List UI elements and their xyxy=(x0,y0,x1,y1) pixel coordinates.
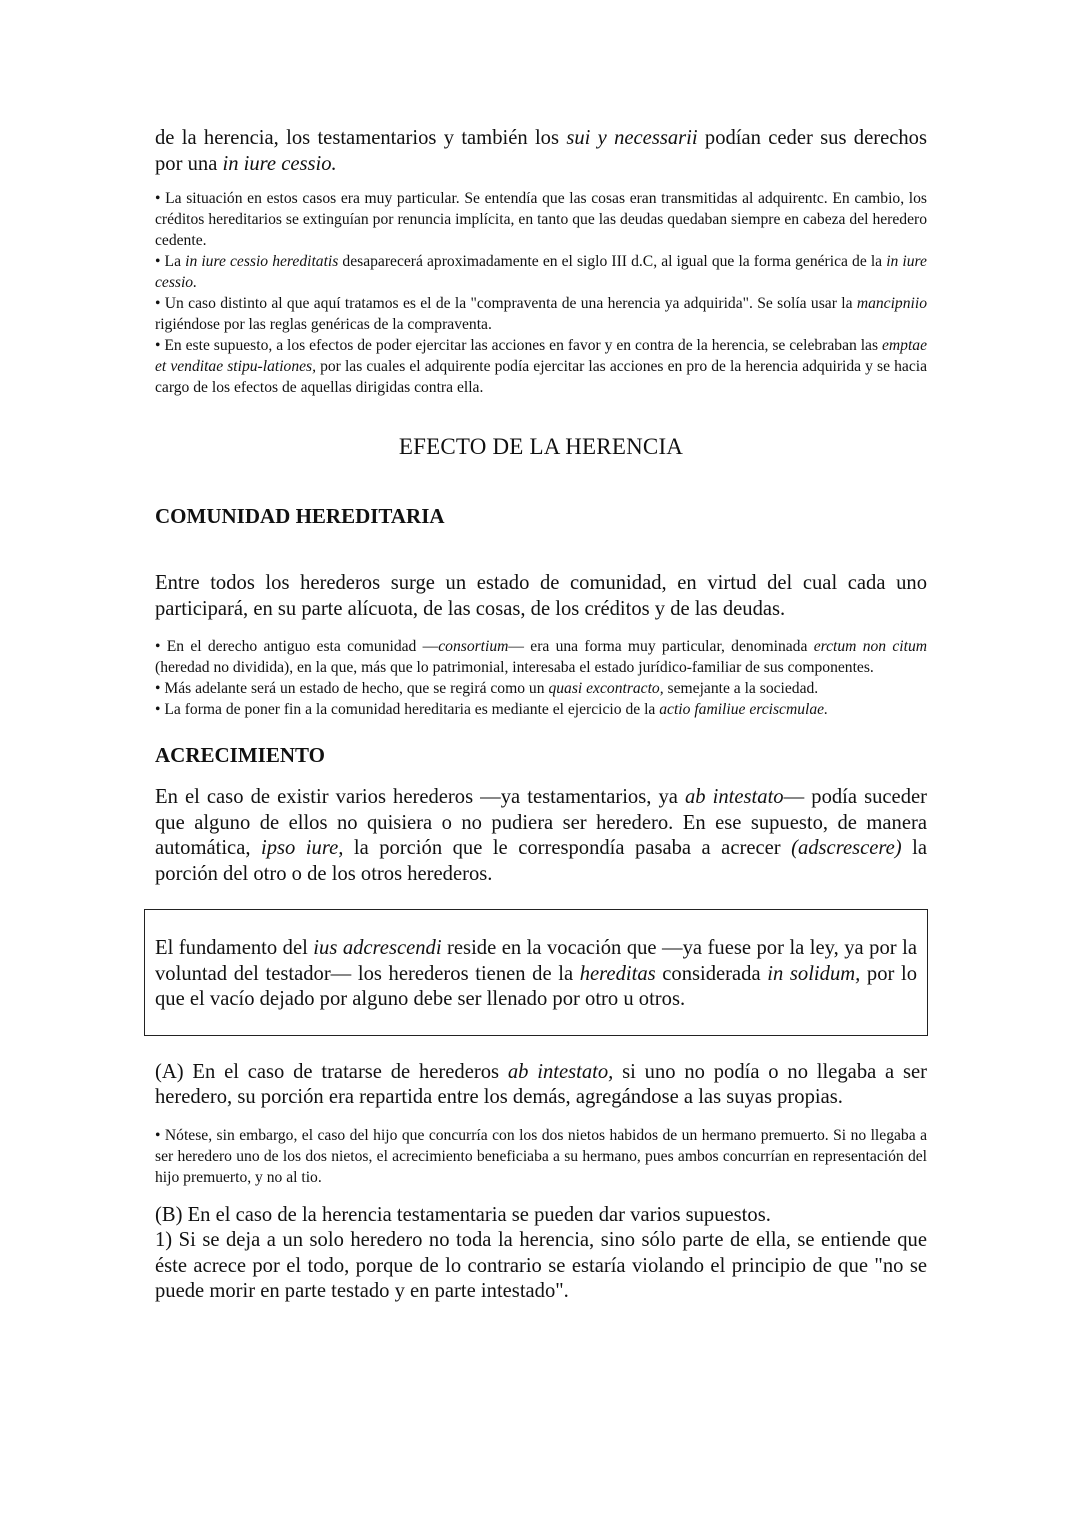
bullet-compraventa: • Un caso distinto al que aquí tratamos es el de la "compraventa de una herencia ya adquirida". Se solía usar la mancipniio rigiéndose por las reglas genéricas de la compraventa. xyxy=(155,295,927,333)
bullet-fin-comunidad: • La forma de poner fin a la comunidad hereditaria es mediante el ejercicio de la actio familiue erciscmulae. xyxy=(155,701,828,718)
paragraph-intro: de la herencia, los testamentarios y también los sui y necessarii podían ceder sus derechos por una in iure cessio. xyxy=(155,127,927,175)
heading-comunidad: COMUNIDAD HEREDITARIA xyxy=(155,504,445,528)
bullet-situacion: • La situación en estos casos era muy particular. Se entendía que las cosas eran transmitidas al adquirentc. En cambio, los créditos hereditarios se extinguían por renuncia implícita, en tanto que las deudas quedaban siempre en cabeza del heredero cedente. xyxy=(155,190,927,249)
paragraph-comunidad: Entre todos los herederos surge un estado de comunidad, en virtud del cual cada uno participará, en su parte alícuota, de las cosas, de los créditos y de las deudas. xyxy=(155,572,927,620)
bullet-group-cessio xyxy=(155,188,927,398)
boxed-paragraph: El fundamento del ius adcrescendi reside en la vocación que —ya fuese por la ley, ya por la voluntad del testador— los herederos tienen de la hereditas considerada in solidum, por lo que el vacío dejado por alguno debe ser llenado por otro u otros. xyxy=(155,937,918,1010)
paragraph-testamentaria: (B) En el caso de la herencia testamentaria se pueden dar varios supuestos. xyxy=(155,1203,771,1226)
paragraph-ab-intestato: (A) En el caso de tratarse de herederos ab intestato, si uno no podía o no llegaba a ser heredero, su porción era repartida entre los demás, agregándose a las suyas propias. xyxy=(155,1060,928,1108)
document-page xyxy=(155,126,927,1305)
boxed-note xyxy=(144,909,928,1036)
bullet-notese: • Nótese, sin embargo, el caso del hijo que concurría con los dos nietos habidos de un hermano premuerto. Si no llegaba a ser heredero uno de los dos nietos, el acrecimiento beneficiaba a su hermano, pues ambos concurrían en representación del hijo premuerto, y no al tio. xyxy=(155,1126,927,1186)
bullet-desaparecera: • La in iure cessio hereditatis desaparecerá aproximadamente en el siglo III d.C, al igual que la forma genérica de la in iure cessio. xyxy=(155,253,927,291)
section-title: EFECTO DE LA HERENCIA xyxy=(398,434,684,459)
bullet-group-comunidad xyxy=(155,636,927,720)
paragraph-acrecimiento: En el caso de existir varios herederos —ya testamentarios, ya ab intestato— podía suceder que alguno de ellos no quisiera o no pudiera ser heredero. En ese supuesto, de manera automática, ipso iure, la porción que le correspondía pasaba a acrecer (adscrescere) la porción del otro o de los otros herederos. xyxy=(155,786,927,885)
bullet-derecho-antiguo: • En el derecho antiguo esta comunidad —consortium— era una forma muy particular, denominada erctum non citum (heredad no dividida), en la que, más que lo patrimonial, interesaba el estado jurídico-familiar de sus componentes. xyxy=(155,638,927,676)
bullet-supuesto: • En este supuesto, a los efectos de poder ejercitar las acciones en favor y en contra de la herencia, se celebraban las emptae et venditae stipu-lationes, por las cuales el adquirente podía ejercitar las acciones en pro de la herencia adquirida y se hacia cargo de los efectos de aquellas dirigidas contra ella. xyxy=(155,337,927,396)
bullet-estado-hecho: • Más adelante será un estado de hecho, que se regirá como un quasi excontracto, semejante a la sociedad. xyxy=(155,680,819,697)
paragraph-supuesto-1: 1) Si se deja a un solo heredero no toda la herencia, sino sólo parte de ella, se entiende que éste acrece por el todo, porque de lo contrario se estaría violando el principio de que "no se puede morir en parte testado y en parte intestado". xyxy=(155,1229,927,1302)
heading-acrecimiento: ACRECIMIENTO xyxy=(155,743,325,767)
